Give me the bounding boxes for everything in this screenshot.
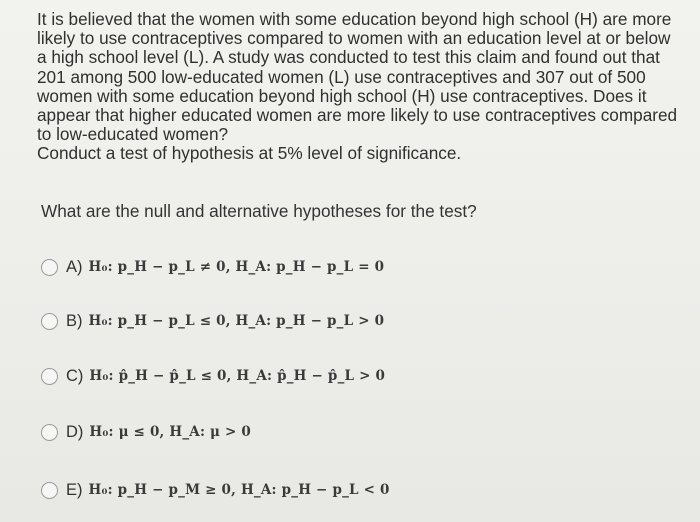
option-text: H₀: p_H − p_L ≠ 0, H_A: p_H − p_L = 0: [88, 259, 385, 275]
radio-button-d[interactable]: [41, 424, 58, 441]
radio-button-a[interactable]: [41, 259, 58, 276]
question-line: Conduct a test of hypothesis at 5% level of significance.: [37, 143, 462, 164]
question-text: [37, 10, 693, 164]
radio-button-e[interactable]: [41, 482, 58, 499]
radio-button-c[interactable]: [41, 368, 58, 385]
option-a[interactable]: [41, 255, 384, 279]
question-line: 201 among 500 low-educated women (L) use contraceptives and 307 out of 500: [37, 66, 646, 87]
option-b[interactable]: [41, 309, 384, 333]
option-text: H₀: p_H − p_M ≥ 0, H_A: p_H − p_L < 0: [88, 482, 390, 498]
option-letter: A): [66, 257, 83, 276]
question-line: women with some education beyond high school (H) use contraceptives. Does it: [37, 85, 647, 106]
question-line: a high school level (L). A study was conducted to test this claim and found out that: [37, 47, 660, 68]
question-line: appear that higher educated women are more likely to use contraceptives compared: [37, 105, 678, 126]
option-text: H₀: μ ≤ 0, H_A: μ > 0: [89, 424, 252, 440]
option-letter: C): [66, 366, 84, 385]
radio-button-b[interactable]: [41, 313, 58, 330]
option-letter: B): [66, 311, 83, 330]
question-prompt: What are the null and alternative hypotheses for the test?: [41, 201, 477, 221]
option-text: H₀: p̂_H − p̂_L ≤ 0, H_A: p̂_H − p̂_L > 0: [89, 368, 386, 384]
option-d[interactable]: [41, 420, 251, 444]
option-letter: D): [66, 422, 84, 441]
option-c[interactable]: [41, 364, 385, 388]
option-text: H₀: p_H − p_L ≤ 0, H_A: p_H − p_L > 0: [88, 313, 385, 329]
question-line: to low-educated women?: [37, 124, 229, 145]
option-letter: E): [66, 480, 83, 499]
question-line: likely to use contraceptives compared to women with an education level at or below: [37, 28, 671, 49]
question-line: It is believed that the women with some education beyond high school (H) are more: [37, 9, 672, 29]
option-e[interactable]: [41, 478, 390, 502]
